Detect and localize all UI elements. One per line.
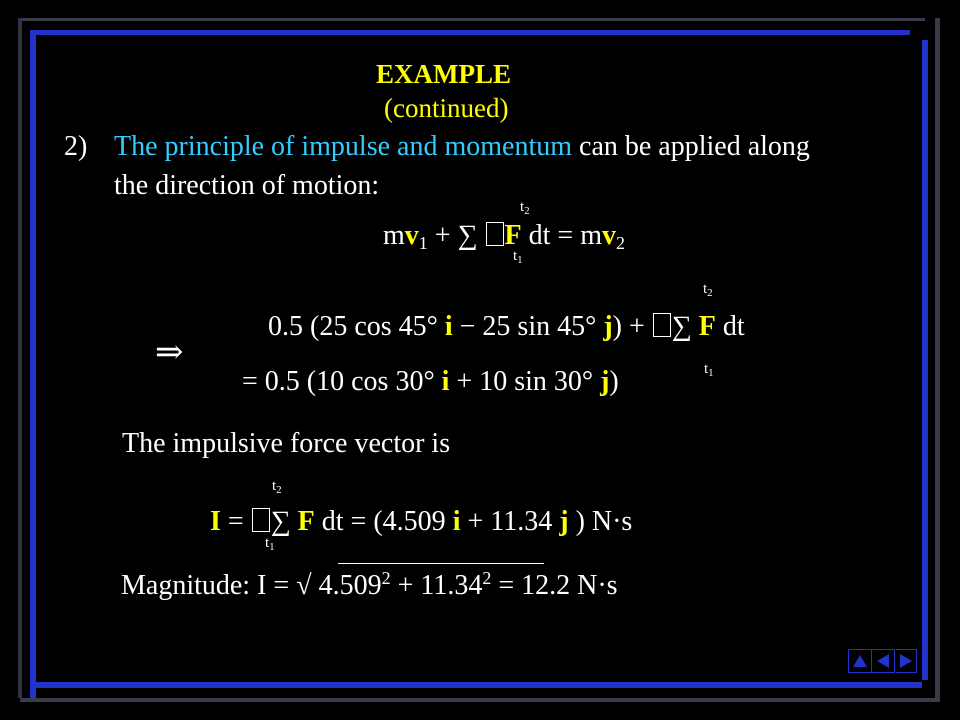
border-top-blue <box>30 30 910 35</box>
border-left-blue <box>30 30 36 700</box>
eq1-v2: v <box>602 220 617 251</box>
border-top-light <box>20 18 925 21</box>
eq4-upper-limit: $t_2$ <box>272 478 282 496</box>
eq1-m: m <box>383 220 405 251</box>
slide-subtitle: (continued) <box>384 93 509 123</box>
unit-vector-j: j <box>603 311 613 342</box>
eq1-lower-limit: $t_1$ <box>513 248 523 266</box>
implies-arrow: ⇒ <box>155 334 184 371</box>
eq1-sum: + ∑ <box>427 220 485 251</box>
equation-impulse-rhs: = 0.5 (10 cos 30° i + 10 sin 30° j) <box>242 366 619 397</box>
eq1-upper-limit: $t_2$ <box>520 199 530 217</box>
step-number: 2) <box>64 131 88 162</box>
eq2-lower-limit: $t_1$ <box>704 361 714 379</box>
border-bottom-blue <box>36 682 922 688</box>
equation-momentum: $mv_1$ + ∑ F dt = $mv_2$ <box>383 220 626 253</box>
next-icon <box>896 650 916 672</box>
unit-vector-i: i <box>444 311 453 342</box>
equation-impulse-vector: I = ∑ F dt = (4.509 i + 11.34 j ) N·s <box>210 506 633 537</box>
integral-icon <box>252 508 270 532</box>
border-bottom-dark <box>20 698 940 702</box>
border-left-dark <box>18 18 22 698</box>
magnitude-line: Magnitude: I = √ $4.509^2 + 11.34^2 = 12.2$ N·s <box>121 568 618 601</box>
step-line-1 <box>114 133 810 161</box>
nav-previous-button[interactable] <box>872 649 895 673</box>
integral-icon <box>653 313 671 337</box>
eq1-v1: v <box>404 220 419 251</box>
previous-icon <box>872 650 894 672</box>
impulse-label: The impulsive force vector is <box>122 428 451 459</box>
home-icon <box>849 650 871 672</box>
sqrt-overline <box>338 563 544 564</box>
integral-icon <box>486 222 504 246</box>
slide-title: EXAMPLE <box>376 59 511 89</box>
eq1-dt: dt = m <box>521 220 603 251</box>
eq1-force: F <box>504 220 522 251</box>
eq2-upper-limit: $t_2$ <box>703 281 713 299</box>
step-text-rest: can be applied along <box>572 131 810 162</box>
nav-next-button[interactable] <box>896 649 917 673</box>
border-right-blue <box>922 40 928 680</box>
border-right-dark <box>935 18 940 698</box>
equation-impulse-lhs: 0.5 (25 cos 45° i − 25 sin 45° j) + ∑ F dt <box>268 311 745 342</box>
nav-home-button[interactable] <box>848 649 872 673</box>
step-line-2: the direction of motion: <box>114 170 380 201</box>
eq4-lower-limit: $t_1$ <box>265 535 275 553</box>
principle-highlight: The principle of impulse and momentum <box>114 131 573 162</box>
